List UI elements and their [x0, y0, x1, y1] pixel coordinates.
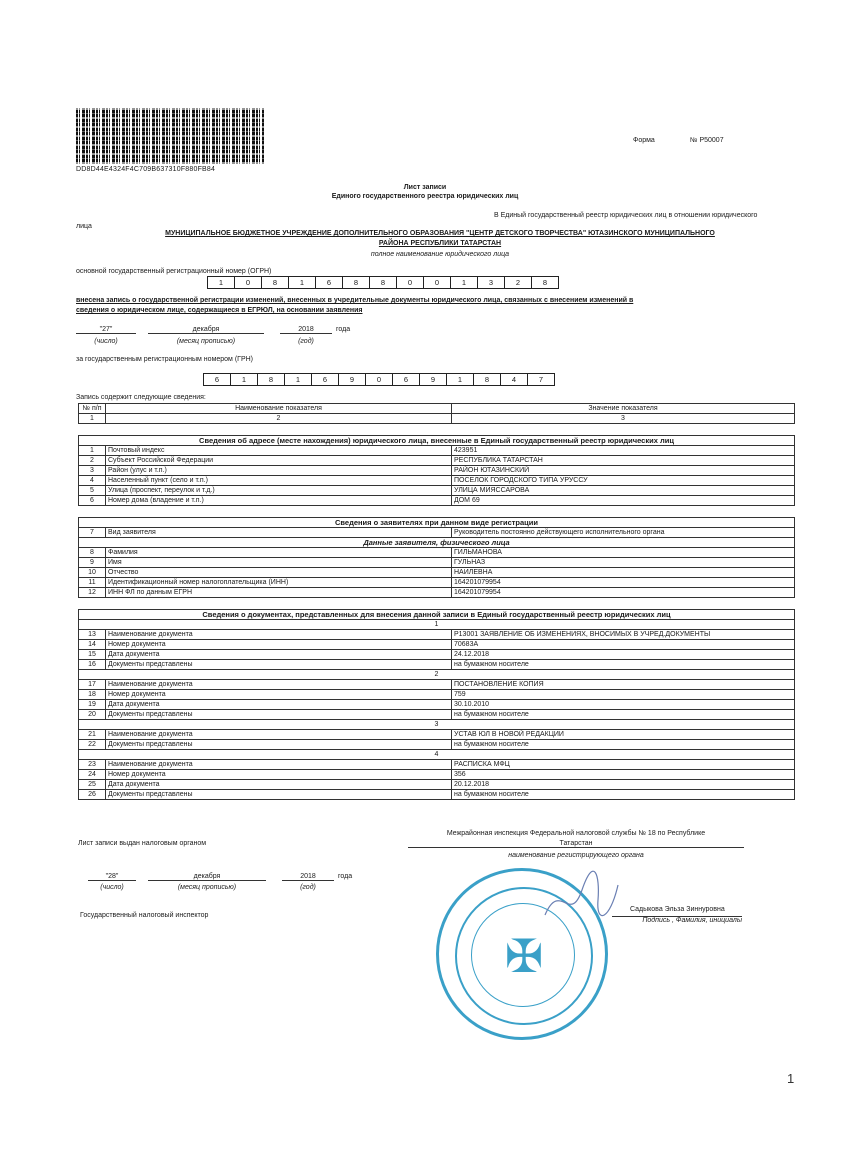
cell-number: 12 — [79, 588, 106, 598]
cell-indicator: Имя — [106, 558, 452, 568]
cell-indicator: 2 — [106, 414, 452, 424]
cell-number: 6 — [79, 496, 106, 506]
cell-value: 423951 — [452, 446, 795, 456]
table-row — [79, 476, 795, 486]
ogrn-digit: 6 — [315, 276, 343, 289]
cell-value: 70683А — [452, 640, 795, 650]
contains-label: Запись содержит следующие сведения: — [76, 394, 206, 401]
cell-value: 24.12.2018 — [452, 650, 795, 660]
grn-digit: 7 — [527, 373, 555, 386]
cell-value: РАЙОН ЮТАЗИНСКИЙ — [452, 466, 795, 476]
cell-number: 11 — [79, 578, 106, 588]
date-year: 2018 — [280, 326, 332, 334]
cell-value: ПОСЕЛОК ГОРОДСКОГО ТИПА УРУССУ — [452, 476, 795, 486]
cell-value: РАСПИСКА МФЦ — [452, 760, 795, 770]
cell-number: 19 — [79, 700, 106, 710]
cell-indicator: Наименование документа — [106, 730, 452, 740]
table-row — [79, 486, 795, 496]
authority-caption: наименование регистрирующего органа — [508, 852, 644, 859]
table-row — [79, 660, 795, 670]
cell-value: на бумажном носителе — [452, 660, 795, 670]
ogrn-digit: 3 — [477, 276, 505, 289]
form-number: № Р50007 — [690, 137, 724, 144]
authority-line1: Межрайонная инспекция Федеральной налоговой службы № 18 по Республике — [446, 830, 706, 837]
cell-value: 759 — [452, 690, 795, 700]
table-row — [79, 730, 795, 740]
cell-number: 5 — [79, 486, 106, 496]
org-name-line2: РАЙОНА РЕСПУБЛИКИ ТАТАРСТАН — [378, 240, 502, 247]
table-row — [79, 650, 795, 660]
cell-value: ДОМ 69 — [452, 496, 795, 506]
table-row — [79, 496, 795, 506]
cell-indicator: Наименование документа — [106, 680, 452, 690]
table-row — [79, 770, 795, 780]
cell-number: 26 — [79, 790, 106, 800]
cell-indicator: Документы представлены — [106, 660, 452, 670]
table-row — [79, 680, 795, 690]
records-table — [78, 403, 795, 800]
issue-year-word: года — [338, 873, 353, 880]
section-title-documents: Сведения о документах, представленных для внесения данной записи в Единый государственный реестр юридических лиц — [79, 610, 795, 620]
cell-number: 16 — [79, 660, 106, 670]
date-month: декабря — [148, 326, 264, 334]
grn-digit: 1 — [284, 373, 312, 386]
ogrn-digit: 8 — [261, 276, 289, 289]
grn-digit: 8 — [473, 373, 501, 386]
form-label: Форма — [633, 137, 655, 144]
cell-indicator: Наименование показателя — [106, 404, 452, 414]
cell-value: НАИЛЕВНА — [452, 568, 795, 578]
intro-line2: лица — [76, 223, 92, 230]
issue-month: декабря — [148, 873, 266, 881]
cell-number: 7 — [79, 528, 106, 538]
caption-year: (год) — [298, 338, 314, 345]
document-group-number: 4 — [79, 750, 795, 760]
cell-indicator: Номер дома (владение и т.п.) — [106, 496, 452, 506]
ogrn-boxes — [208, 276, 559, 289]
cell-value: на бумажном носителе — [452, 710, 795, 720]
grn-label: за государственным регистрационным номером (ГРН) — [76, 356, 253, 363]
signature — [540, 870, 620, 930]
cell-indicator: Район (улус и т.п.) — [106, 466, 452, 476]
cell-value: 356 — [452, 770, 795, 780]
grn-digit: 6 — [203, 373, 231, 386]
grn-digit: 1 — [446, 373, 474, 386]
cell-value: Р13001 ЗАЯВЛЕНИЕ ОБ ИЗМЕНЕНИЯХ, ВНОСИМЫХ В УЧРЕД.ДОКУМЕНТЫ — [452, 630, 795, 640]
intro-line1: В Единый государственный реестр юридических лиц в отношении юридического — [494, 212, 758, 219]
section-title-applicants: Сведения о заявителях при данном виде регистрации — [79, 518, 795, 528]
cell-number: 20 — [79, 710, 106, 720]
ogrn-digit: 0 — [396, 276, 424, 289]
cell-value: УЛИЦА МИЯССАРОВА — [452, 486, 795, 496]
signer-caption: Подпись , Фамилия, инициалы — [612, 916, 742, 924]
date-day: "27" — [76, 326, 136, 334]
document-group-number: 1 — [79, 620, 795, 630]
table-row — [79, 760, 795, 770]
caption-month: (месяц прописью) — [176, 338, 236, 345]
cell-indicator: Документы представлены — [106, 710, 452, 720]
table-row — [79, 700, 795, 710]
cell-indicator: Документы представлены — [106, 790, 452, 800]
grn-digit: 1 — [230, 373, 258, 386]
cell-number: 18 — [79, 690, 106, 700]
cell-number: № п/п — [79, 404, 106, 414]
org-name-line1: МУНИЦИПАЛЬНОЕ БЮДЖЕТНОЕ УЧРЕЖДЕНИЕ ДОПОЛНИТЕЛЬНОГО ОБРАЗОВАНИЯ "ЦЕНТР ДЕТСКОГО ТВОРЧЕСТВА" ЮТАЗИНСКОГО МУНИЦИПАЛЬНОГО — [165, 230, 715, 237]
cell-number: 22 — [79, 740, 106, 750]
cell-indicator: Наименование документа — [106, 630, 452, 640]
cell-number: 10 — [79, 568, 106, 578]
cell-indicator: Отчество — [106, 568, 452, 578]
ogrn-digit: 0 — [423, 276, 451, 289]
ogrn-digit: 2 — [504, 276, 532, 289]
table-row — [79, 740, 795, 750]
table-row — [79, 528, 795, 538]
cell-value: ГИЛЬМАНОВА — [452, 548, 795, 558]
cell-value: 30.10.2010 — [452, 700, 795, 710]
cell-number: 21 — [79, 730, 106, 740]
table-row — [79, 466, 795, 476]
ogrn-digit: 1 — [450, 276, 478, 289]
cell-value: на бумажном носителе — [452, 740, 795, 750]
cell-number: 15 — [79, 650, 106, 660]
title-line1: Лист записи — [403, 184, 447, 191]
issue-caption-month: (месяц прописью) — [177, 884, 237, 891]
cell-value: УСТАВ ЮЛ В НОВОЙ РЕДАКЦИИ — [452, 730, 795, 740]
section-title-address: Сведения об адресе (месте нахождения) юридического лица, внесенные в Единый государственный реестр юридических лиц — [79, 436, 795, 446]
issue-day: "28" — [88, 873, 136, 881]
grn-digit: 9 — [338, 373, 366, 386]
cell-indicator: Почтовый индекс — [106, 446, 452, 456]
authority-line2: Татарстан — [408, 840, 744, 848]
ogrn-digit: 8 — [369, 276, 397, 289]
cell-indicator: Идентификационный номер налогоплательщика (ИНН) — [106, 578, 452, 588]
issued-label: Лист записи выдан налоговым органом — [78, 840, 207, 847]
ogrn-digit: 1 — [288, 276, 316, 289]
grn-digit: 6 — [311, 373, 339, 386]
barcode-code: DD8D44E4324F4C709B637310F880FB84 — [76, 166, 216, 173]
cell-value: ПОСТАНОВЛЕНИЕ КОПИЯ — [452, 680, 795, 690]
cell-indicator: ИНН ФЛ по данным ЕГРН — [106, 588, 452, 598]
inspector-label: Государственный налоговый инспектор — [80, 912, 209, 919]
cell-number: 2 — [79, 456, 106, 466]
grn-boxes — [204, 373, 555, 386]
cell-value: Значение показателя — [452, 404, 795, 414]
table-row — [79, 790, 795, 800]
grn-digit: 8 — [257, 373, 285, 386]
cell-number: 1 — [79, 446, 106, 456]
cell-indicator: Дата документа — [106, 780, 452, 790]
grn-digit: 9 — [419, 373, 447, 386]
table-row — [79, 578, 795, 588]
table-row — [79, 456, 795, 466]
table-row — [79, 630, 795, 640]
grn-digit: 0 — [365, 373, 393, 386]
barcode — [76, 108, 264, 164]
cell-indicator: Документы представлены — [106, 740, 452, 750]
cell-number: 9 — [79, 558, 106, 568]
ogrn-digit: 0 — [234, 276, 262, 289]
cell-number: 24 — [79, 770, 106, 780]
document-group-number: 2 — [79, 670, 795, 680]
document-group-number: 3 — [79, 720, 795, 730]
table-row — [79, 710, 795, 720]
eagle-emblem-icon: ✠ — [504, 930, 544, 982]
page-number: 1 — [787, 1071, 795, 1086]
cell-indicator: Населенный пункт (село и т.п.) — [106, 476, 452, 486]
cell-indicator: Улица (проспект, переулок и т.д.) — [106, 486, 452, 496]
cell-indicator: Номер документа — [106, 690, 452, 700]
cell-number: 8 — [79, 548, 106, 558]
entry-text-line2: сведения о юридическом лице, содержащиеся в ЕГРЮЛ, на основании заявления — [76, 307, 363, 314]
cell-number: 1 — [79, 414, 106, 424]
date-year-word: года — [336, 326, 351, 333]
cell-number: 3 — [79, 466, 106, 476]
grn-digit: 6 — [392, 373, 420, 386]
issue-caption-year: (год) — [300, 884, 316, 891]
cell-value: РЕСПУБЛИКА ТАТАРСТАН — [452, 456, 795, 466]
table-row — [79, 690, 795, 700]
caption-day: (число) — [94, 338, 118, 345]
cell-indicator: Номер документа — [106, 770, 452, 780]
cell-value: 20.12.2018 — [452, 780, 795, 790]
grn-digit: 4 — [500, 373, 528, 386]
table-row — [79, 558, 795, 568]
issue-caption-day: (число) — [100, 884, 124, 891]
table-row — [79, 780, 795, 790]
table-row — [79, 548, 795, 558]
table-row — [79, 640, 795, 650]
cell-number: 17 — [79, 680, 106, 690]
ogrn-digit: 8 — [342, 276, 370, 289]
table-row — [79, 588, 795, 598]
cell-indicator: Дата документа — [106, 700, 452, 710]
cell-number: 23 — [79, 760, 106, 770]
cell-number: 14 — [79, 640, 106, 650]
org-name-caption: полное наименование юридического лица — [370, 251, 510, 258]
ogrn-digit: 1 — [207, 276, 235, 289]
entry-text-line1: внесена запись о государственной регистрации изменений, внесенных в учредительные документы юридического лица, связанных с внесением изменений в — [76, 297, 634, 304]
cell-indicator: Вид заявителя — [106, 528, 452, 538]
table-row — [79, 404, 795, 414]
section-subtitle-applicant: Данные заявителя, физического лица — [79, 538, 795, 548]
table-row — [79, 446, 795, 456]
cell-indicator: Дата документа — [106, 650, 452, 660]
cell-value: ГУЛЬНАЗ — [452, 558, 795, 568]
ogrn-label: основной государственный регистрационный номер (ОГРН) — [76, 268, 272, 275]
cell-number: 13 — [79, 630, 106, 640]
cell-indicator: Номер документа — [106, 640, 452, 650]
cell-value: 3 — [452, 414, 795, 424]
cell-indicator: Наименование документа — [106, 760, 452, 770]
title-line2: Единого государственного реестра юридических лиц — [331, 193, 519, 200]
cell-indicator: Фамилия — [106, 548, 452, 558]
cell-value: 164201079954 — [452, 588, 795, 598]
cell-value: Руководитель постоянно действующего исполнительного органа — [452, 528, 795, 538]
cell-indicator: Субъект Российской Федерации — [106, 456, 452, 466]
signer-name: Садыкова Эльза Зиннуровна — [630, 906, 725, 913]
table-row — [79, 414, 795, 424]
cell-value: 164201079954 — [452, 578, 795, 588]
issue-year: 2018 — [282, 873, 334, 881]
ogrn-digit: 8 — [531, 276, 559, 289]
cell-value: на бумажном носителе — [452, 790, 795, 800]
table-row — [79, 568, 795, 578]
cell-number: 25 — [79, 780, 106, 790]
cell-number: 4 — [79, 476, 106, 486]
